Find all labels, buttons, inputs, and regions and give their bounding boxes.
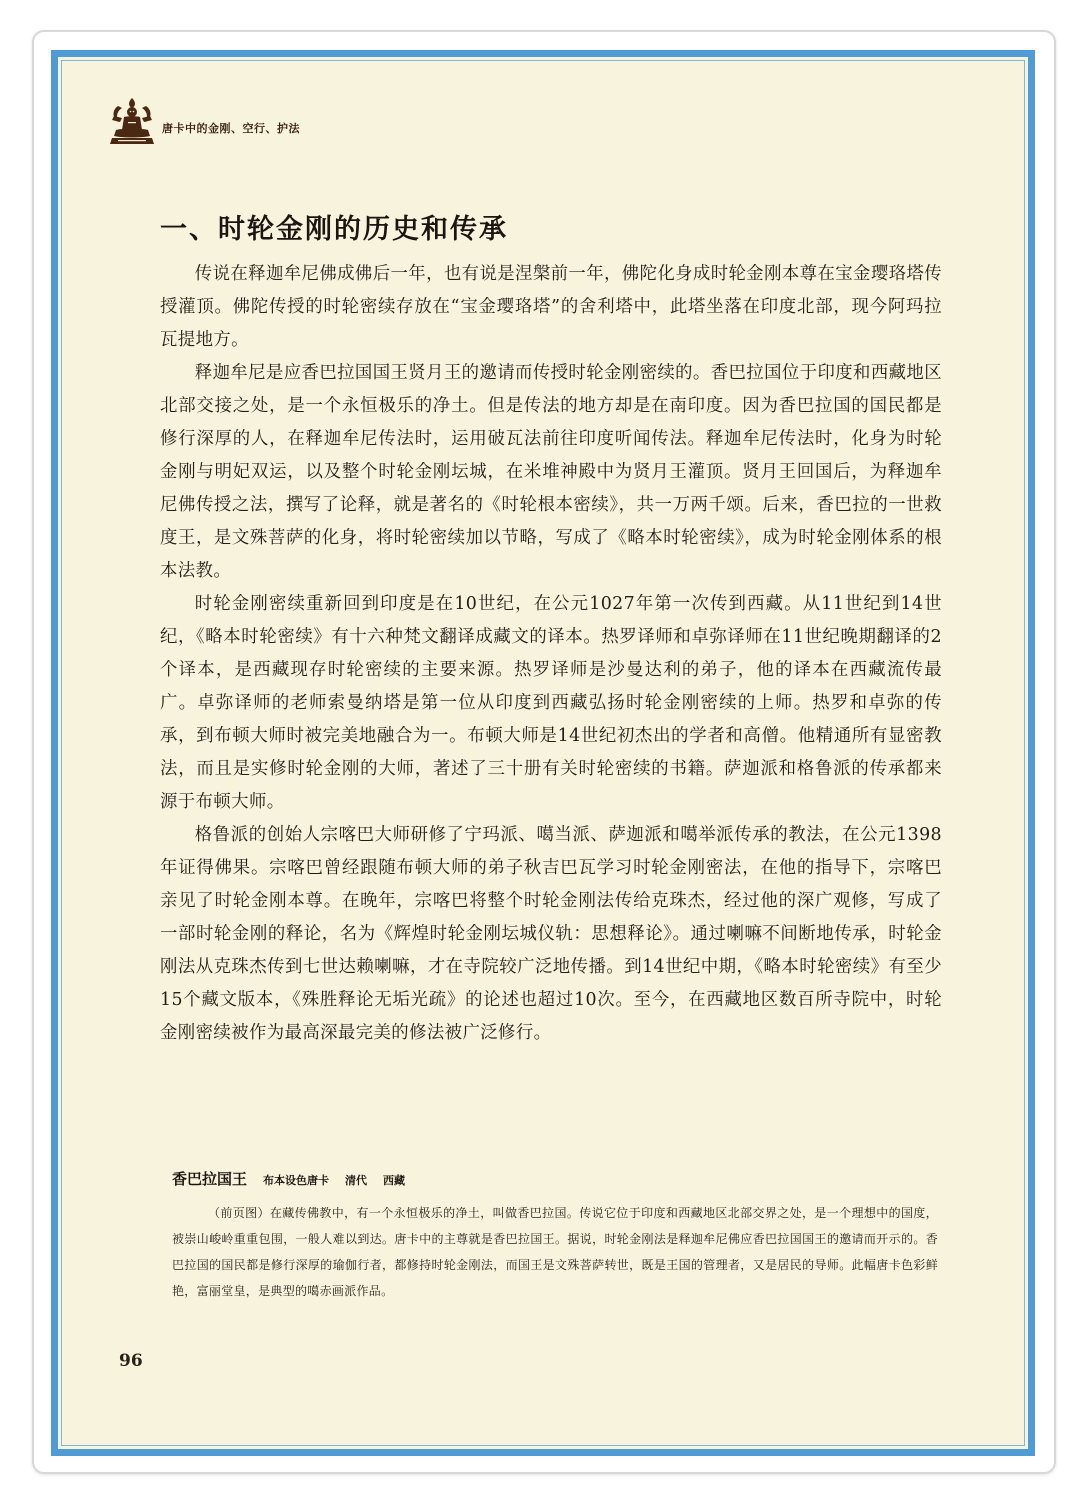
caption-origin: 西藏 (383, 1174, 406, 1187)
caption-period: 清代 (345, 1174, 368, 1187)
article-body (160, 258, 942, 1050)
caption-medium: 布本设色唐卡 (263, 1174, 330, 1187)
caption-title: 香巴拉国王 (172, 1170, 248, 1188)
caption-text: （前页图）在藏传佛教中，有一个永恒极乐的净土，叫做香巴拉国。传说它位于印度和西藏地区北部交界之处，是一个理想中的国度，被崇山峻岭重重包围，一般人难以到达。唐卡中的主尊就是香巴拉国王。据说，时轮金刚法是释迦牟尼佛应香巴拉国国王的邀请而开示的。香巴拉国的国民都是修行深厚的瑜伽行者，都修持时轮金刚法，而国王是文殊菩萨转世，既是王国的管理者，又是居民的导师。此幅唐卡色彩鲜艳，富丽堂皇，是典型的噶赤画派作品。 (172, 1206, 938, 1298)
section-title: 一、时轮金刚的历史和传承 (160, 214, 508, 245)
running-header (108, 96, 300, 146)
page-number: 96 (119, 1351, 143, 1371)
paragraph: 格鲁派的创始人宗喀巴大师研修了宁玛派、噶当派、萨迦派和噶举派传承的教法，在公元1398年证得佛果。宗喀巴曾经跟随布顿大师的弟子秋吉巴瓦学习时轮金刚密法，在他的指导下，宗喀巴亲见了时轮金刚本尊。在晚年，宗喀巴将整个时轮金刚法传给克珠杰，经过他的深广观修，写成了一部时轮金刚的释论，名为《辉煌时轮金刚坛城仪轨：思想释论》。通过喇嘛不间断地传承，时轮金刚法从克珠杰传到七世达赖喇嘛，才在寺院较广泛地传播。到14世纪中期，《略本时轮密续》有至少15个藏文版本，《殊胜释论无垢光疏》的论述也超过10次。至今，在西藏地区数百所寺院中，时轮金刚密续被作为最高深最完美的修法被广泛修行。 (160, 825, 942, 1043)
seated-deity-icon (108, 96, 156, 146)
header-title: 唐卡中的金刚、空行、护法 (162, 122, 300, 135)
paragraph: 释迦牟尼是应香巴拉国国王贤月王的邀请而传授时轮金刚密续的。香巴拉国位于印度和西藏地区北部交接之处，是一个永恒极乐的净土。但是传法的地方却是在南印度。因为香巴拉国的国民都是修行深厚的人，在释迦牟尼传法时，运用破瓦法前往印度听闻传法。释迦牟尼传法时，化身为时轮金刚与明妃双运，以及整个时轮金刚坛城，在米堆神殿中为贤月王灌顶。贤月王回国后，为释迦牟尼佛传授之法，撰写了论释，就是著名的《时轮根本密续》，共一万两千颂。后来，香巴拉的一世救度王，是文殊菩萨的化身，将时轮密续加以节略，写成了《略本时轮密续》，成为时轮金刚体系的根本法教。 (160, 363, 943, 581)
paragraph: 传说在释迦牟尼佛成佛后一年，也有说是涅槃前一年，佛陀化身成时轮金刚本尊在宝金璎珞塔传授灌顶。佛陀传授的时轮密续存放在“宝金璎珞塔”的舍利塔中，此塔坐落在印度北部，现今阿玛拉瓦提地方。 (160, 264, 943, 350)
caption-heading (172, 1168, 405, 1189)
paragraph: 时轮金刚密续重新回到印度是在10世纪，在公元1027年第一次传到西藏。从11世纪到14世纪，《略本时轮密续》有十六种梵文翻译成藏文的译本。热罗译师和卓弥译师在11世纪晚期翻译的2个译本，是西藏现存时轮密续的主要来源。热罗译师是沙曼达利的弟子，他的译本在西藏流传最广。卓弥译师的老师索曼纳塔是第一位从印度到西藏弘扬时轮金刚密续的上师。热罗和卓弥的传承，到布顿大师时被完美地融合为一。布顿大师是14世纪初杰出的学者和高僧。他精通所有显密教法，而且是实修时轮金刚的大师，著述了三十册有关时轮密续的书籍。萨迦派和格鲁派的传承都来源于布顿大师。 (160, 594, 942, 812)
